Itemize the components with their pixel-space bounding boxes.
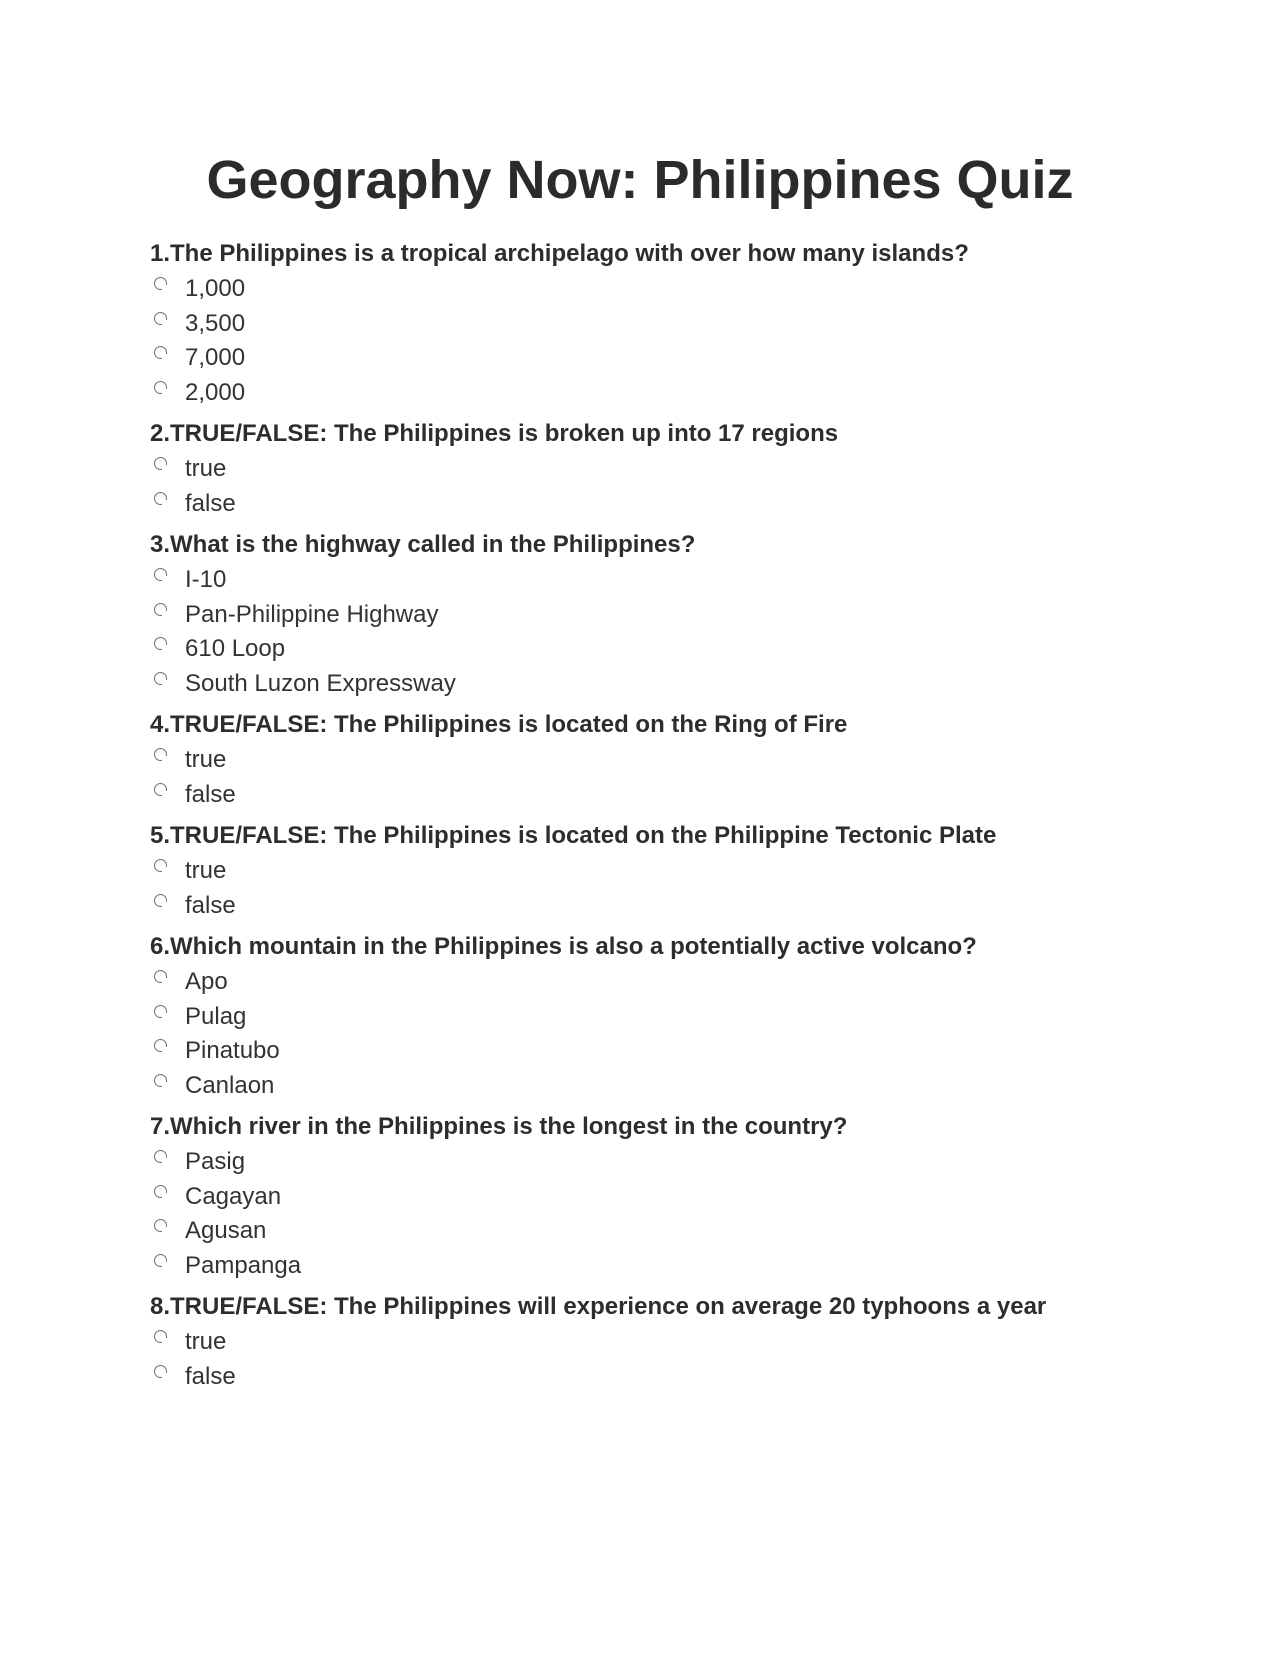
radio-button[interactable] [154,457,167,470]
question-text: 1.The Philippines is a tropical archipelago with over how many islands? [150,240,969,267]
answer-option[interactable] [150,1180,1230,1215]
option-label: Apo [185,968,228,995]
page-title: Geography Now: Philippines Quiz [206,150,1074,210]
option-label: Cagayan [185,1182,282,1210]
question-4 [150,707,1230,812]
question-7 [150,1109,1230,1283]
option-label: false [185,891,236,919]
radio-button[interactable] [154,568,167,581]
radio-button[interactable] [154,1185,167,1198]
option-label: Pinatubo [185,1037,280,1064]
radio-button[interactable] [154,1150,167,1163]
question-text: 2.TRUE/FALSE: The Philippines is broken up into 17 regions [150,420,839,447]
question-text: 5.TRUE/FALSE: The Philippines is located on the Philippine Tectonic Plate [150,822,997,849]
radio-button[interactable] [154,277,167,290]
answer-option[interactable] [150,632,1230,667]
answer-option[interactable] [150,854,1230,889]
radio-button[interactable] [154,859,167,872]
answer-option[interactable] [150,1069,1230,1104]
answer-option[interactable] [150,307,1230,342]
option-label: false [185,780,236,808]
question-text: 4.TRUE/FALSE: The Philippines is located on the Ring of Fire [150,711,848,738]
radio-button[interactable] [154,748,167,761]
answer-option[interactable] [150,1360,1230,1395]
option-label: false [185,1362,236,1390]
answer-option[interactable] [150,598,1230,633]
option-label: true [185,455,227,482]
answer-option[interactable] [150,1145,1230,1180]
option-label: Pan-Philippine Highway [185,600,439,628]
radio-button[interactable] [154,1039,167,1052]
option-label: true [185,1328,227,1355]
question-text: 7.Which river in the Philippines is the longest in the country? [150,1113,848,1140]
option-label: Agusan [185,1217,267,1244]
radio-button[interactable] [154,637,167,650]
radio-button[interactable] [154,1330,167,1343]
radio-button[interactable] [154,603,167,616]
option-label: South Luzon Expressway [185,669,456,697]
radio-button[interactable] [154,970,167,983]
option-label: true [185,857,227,884]
answer-option[interactable] [150,1034,1230,1069]
radio-button[interactable] [154,672,167,685]
question-3 [150,527,1230,701]
answer-option[interactable] [150,667,1230,702]
answer-option[interactable] [150,743,1230,778]
radio-button[interactable] [154,312,167,325]
radio-button[interactable] [154,783,167,796]
question-8 [150,1289,1230,1394]
answer-option[interactable] [150,1249,1230,1284]
radio-button[interactable] [154,1219,167,1232]
option-label: I-10 [185,566,227,593]
question-6 [150,929,1230,1103]
radio-button[interactable] [154,492,167,505]
question-5 [150,818,1230,923]
answer-option[interactable] [150,1214,1230,1249]
radio-button[interactable] [154,894,167,907]
question-text: 3.What is the highway called in the Philippines? [150,531,696,558]
question-list [150,236,1230,1400]
answer-option[interactable] [150,272,1230,307]
question-text: 8.TRUE/FALSE: The Philippines will experience on average 20 typhoons a year [150,1293,1047,1320]
radio-button[interactable] [154,1005,167,1018]
answer-option[interactable] [150,487,1230,522]
option-label: Pampanga [185,1251,302,1279]
option-label: Pulag [185,1002,247,1030]
option-label: 2,000 [185,378,246,406]
option-label: true [185,746,227,773]
answer-option[interactable] [150,563,1230,598]
answer-option[interactable] [150,452,1230,487]
answer-option[interactable] [150,778,1230,813]
option-label: Canlaon [185,1071,275,1099]
option-label: 3,500 [185,309,246,337]
option-label: 1,000 [185,275,246,302]
radio-button[interactable] [154,1074,167,1087]
question-text: 6.Which mountain in the Philippines is also a potentially active volcano? [150,933,977,960]
radio-button[interactable] [154,1254,167,1267]
answer-option[interactable] [150,341,1230,376]
option-label: Pasig [185,1148,246,1175]
radio-button[interactable] [154,1365,167,1378]
answer-option[interactable] [150,1325,1230,1360]
radio-button[interactable] [154,346,167,359]
option-label: false [185,489,236,517]
option-label: 7,000 [185,344,246,371]
question-1 [150,236,1230,410]
radio-button[interactable] [154,381,167,394]
answer-option[interactable] [150,1000,1230,1035]
question-2 [150,416,1230,521]
option-label: 610 Loop [185,635,286,662]
answer-option[interactable] [150,376,1230,411]
answer-option[interactable] [150,965,1230,1000]
answer-option[interactable] [150,889,1230,924]
